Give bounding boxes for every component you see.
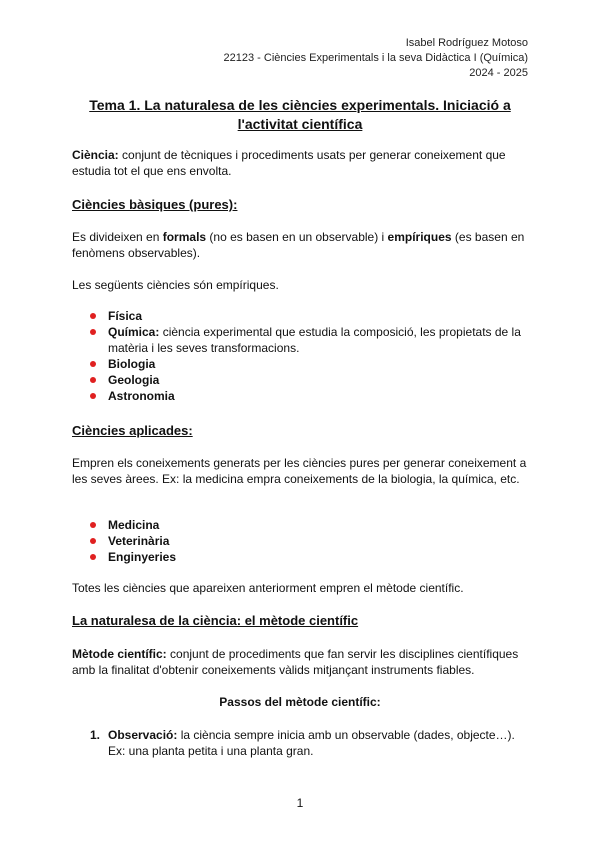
list-item-text: ciència experimental que estudia la composició, les propietats de la matèria i les seves transformacions. bbox=[108, 325, 521, 355]
basiques-paragraph bbox=[72, 229, 532, 261]
list-item-label: Geologia bbox=[108, 373, 160, 387]
aplicades-list bbox=[72, 517, 532, 565]
document-header bbox=[224, 36, 528, 81]
course-name: 22123 - Ciències Experimentals i la seva Didàctica I (Química) bbox=[223, 52, 528, 64]
author-name: Isabel Rodríguez Motoso bbox=[405, 37, 528, 49]
bullet-icon bbox=[90, 329, 96, 335]
bullet-icon bbox=[90, 393, 96, 399]
list-item bbox=[72, 308, 532, 324]
empiriques-list bbox=[72, 308, 532, 404]
metode-term: Mètode científic: bbox=[72, 647, 167, 661]
step-body bbox=[90, 727, 530, 759]
text-span: (no es basen en un observable) i bbox=[206, 230, 388, 244]
formals-term: formals bbox=[162, 230, 207, 244]
bullet-icon bbox=[90, 377, 96, 383]
metode-definition bbox=[72, 646, 532, 678]
step-text: la ciència sempre inicia amb un observable (dades, objecte…). Ex: una planta petita i una planta gran. bbox=[108, 728, 515, 758]
heading-aplicades: Ciències aplicades: bbox=[72, 423, 193, 438]
ciencia-term: Ciència: bbox=[72, 148, 119, 162]
list-item bbox=[72, 533, 532, 549]
bullet-icon bbox=[90, 313, 96, 319]
empiriques-term: empíriques bbox=[387, 230, 452, 244]
list-item bbox=[72, 388, 532, 404]
list-item bbox=[72, 549, 532, 565]
empiriques-intro: Les següents ciències són empíriques. bbox=[72, 278, 279, 292]
list-item-label: Biologia bbox=[108, 357, 156, 371]
page-number: 1 bbox=[296, 796, 304, 810]
step-item bbox=[90, 727, 530, 759]
list-item bbox=[72, 324, 532, 356]
academic-year: 2024 - 2025 bbox=[469, 67, 528, 79]
list-item-label: Física bbox=[108, 309, 143, 323]
bullet-icon bbox=[90, 361, 96, 367]
bullet-icon bbox=[90, 522, 96, 528]
step-term: Observació: bbox=[108, 728, 178, 742]
ciencia-definition bbox=[72, 147, 532, 179]
step-number: 1. bbox=[90, 728, 101, 742]
aplicades-paragraph: Empren els coneixements generats per les ciències pures per generar coneixement a les seves àrees. Ex: la medicina empra coneixements de la biologia, la química, etc. bbox=[72, 456, 527, 486]
list-item bbox=[72, 517, 532, 533]
text-span: (es basen en fenòmens observables). bbox=[72, 230, 525, 260]
ciencia-text: conjunt de tècniques i procediments usats per generar coneixement que estudia tot el que ens envolta. bbox=[72, 148, 506, 178]
heading-naturalesa: La naturalesa de la ciència: el mètode científic bbox=[72, 613, 359, 628]
list-item-label: Química: bbox=[108, 325, 160, 339]
list-item-label: Veterinària bbox=[108, 534, 170, 548]
steps-title: Passos del mètode científic: bbox=[219, 695, 381, 709]
list-item-label: Astronomia bbox=[108, 389, 175, 403]
list-item bbox=[72, 372, 532, 388]
aplicades-closing: Totes les ciències que apareixen anteriorment empren el mètode científic. bbox=[72, 581, 464, 595]
list-item-label: Enginyeries bbox=[108, 550, 177, 564]
bullet-icon bbox=[90, 538, 96, 544]
list-item-label: Medicina bbox=[108, 518, 160, 532]
text-span: Es divideixen en bbox=[72, 230, 163, 244]
document-title: Tema 1. La naturalesa de les ciències experimentals. Iniciació a l'activitat científica bbox=[89, 97, 511, 132]
metode-text: conjunt de procediments que fan servir les disciplines científiques amb la finalitat d'obtenir coneixements vàlids mitjançant instruments fiables. bbox=[72, 647, 519, 677]
list-item bbox=[72, 356, 532, 372]
heading-basiques: Ciències bàsiques (pures): bbox=[72, 197, 238, 212]
bullet-icon bbox=[90, 554, 96, 560]
